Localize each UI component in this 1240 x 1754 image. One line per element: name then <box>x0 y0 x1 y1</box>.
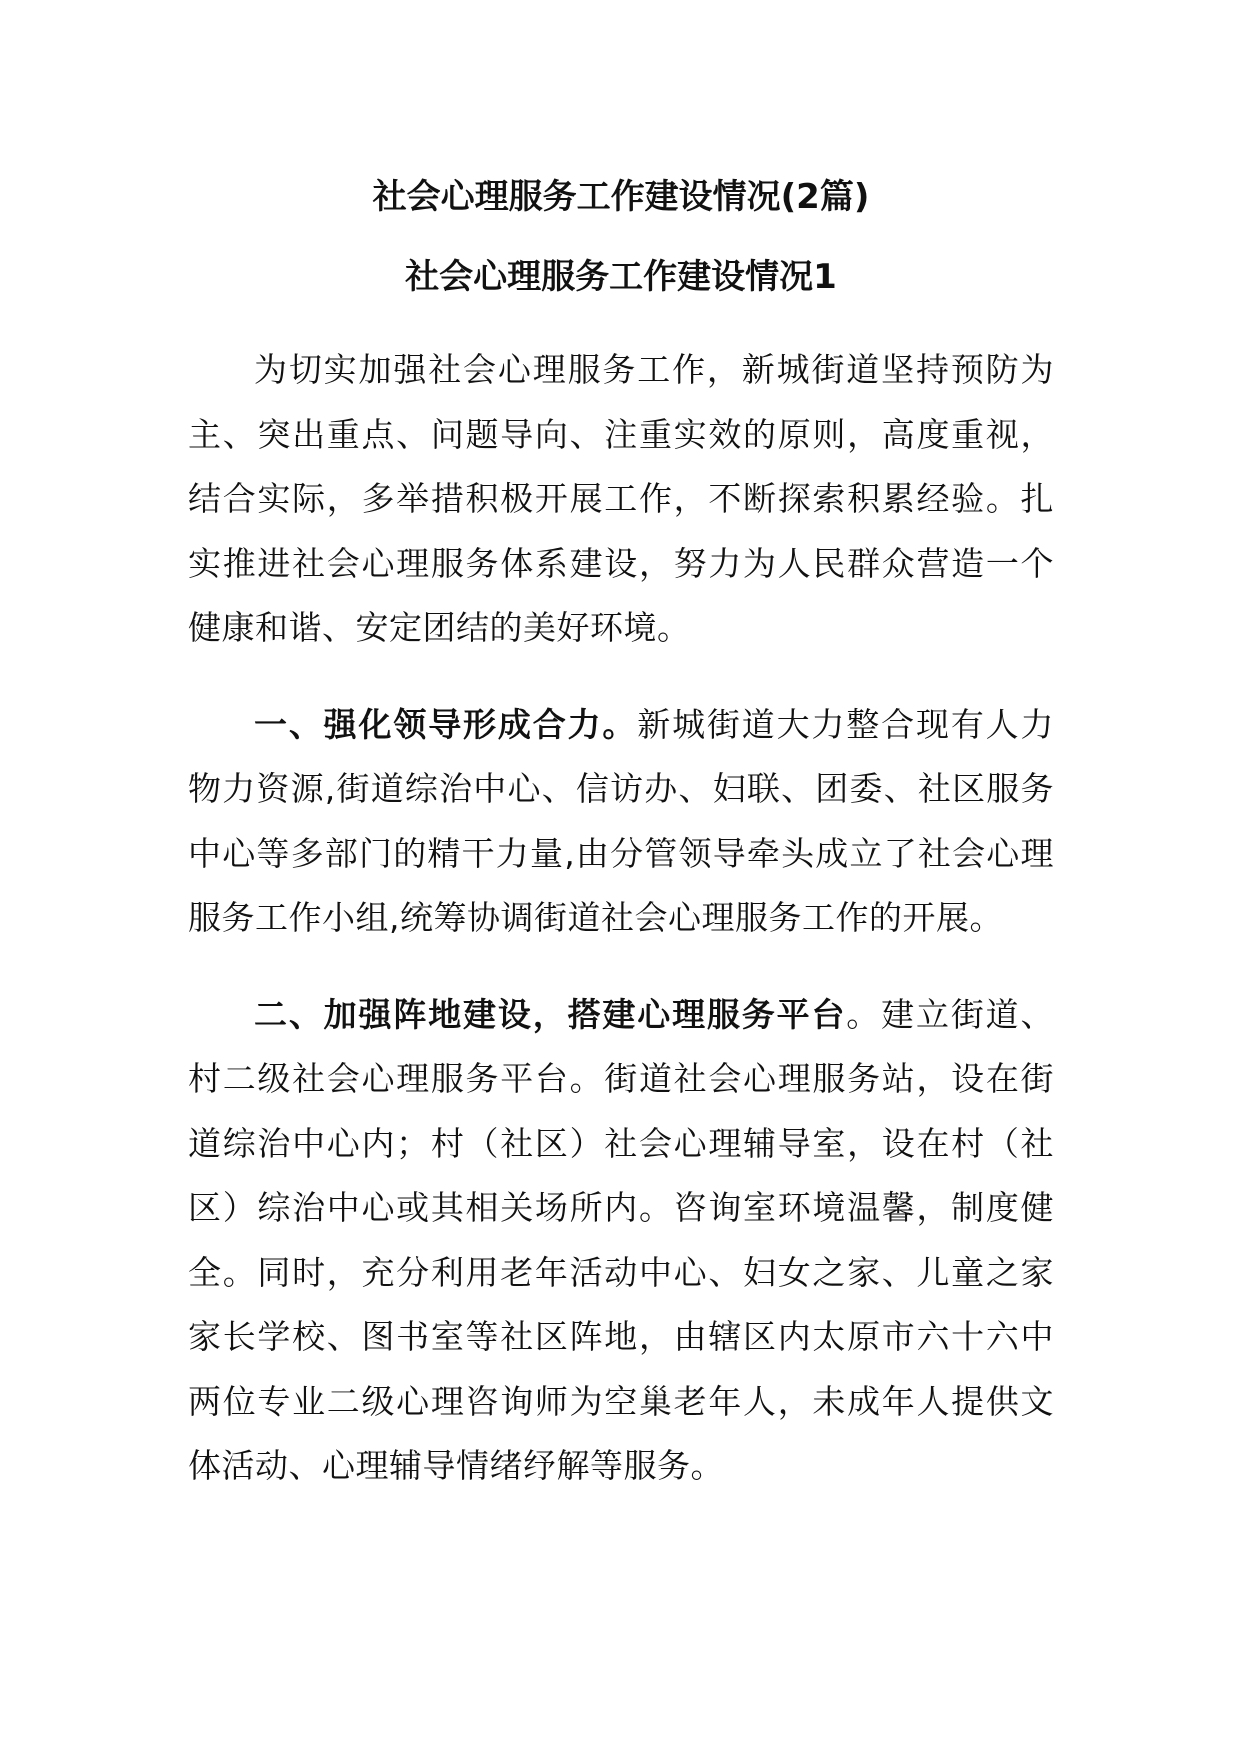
document-body <box>188 168 1054 1499</box>
section-1-text: 新城街道大力整合现有人力物力资源,街道综治中心、信访办、妇联、团委、社区服务中心等多部门的精干力量,由分管领导牵头成立了社会心理服务工作小组,统筹协调街道社会心理服务工作的开展。 <box>188 704 1055 937</box>
document-subtitle: 社会心理服务工作建设情况1 <box>405 257 837 297</box>
document-title: 社会心理服务工作建设情况(2篇) <box>372 177 870 217</box>
paragraph-section-1 <box>188 693 1054 951</box>
paragraph-section-2 <box>188 983 1054 1499</box>
section-2-text: 。建立街道、村二级社会心理服务平台。街道社会心理服务站，设在街道综治中心内；村（社区）社会心理辅导室，设在村（社区）综治中心或其相关场所内。咨询室环境温馨，制度健全。同时，充分利用老年活动中心、妇女之家、儿童之家家长学校、图书室等社区阵地，由辖区内太原市六十六中两位专业二级心理咨询师为空巢老年人，未成年人提供文体活动、心理辅导情绪纾解等服务。 <box>188 994 1055 1485</box>
paragraph-intro-text: 为切实加强社会心理服务工作，新城街道坚持预防为主、突出重点、问题导向、注重实效的原则，高度重视，结合实际，多举措积极开展工作，不断探索积累经验。扎实推进社会心理服务体系建设，努力为人民群众营造一个健康和谐、安定团结的美好环境。 <box>188 350 1054 647</box>
section-1-heading: 一、强化领导形成合力。 <box>254 704 638 744</box>
paragraph-intro <box>188 338 1054 661</box>
section-2-heading: 二、加强阵地建设，搭建心理服务平台 <box>254 994 847 1034</box>
